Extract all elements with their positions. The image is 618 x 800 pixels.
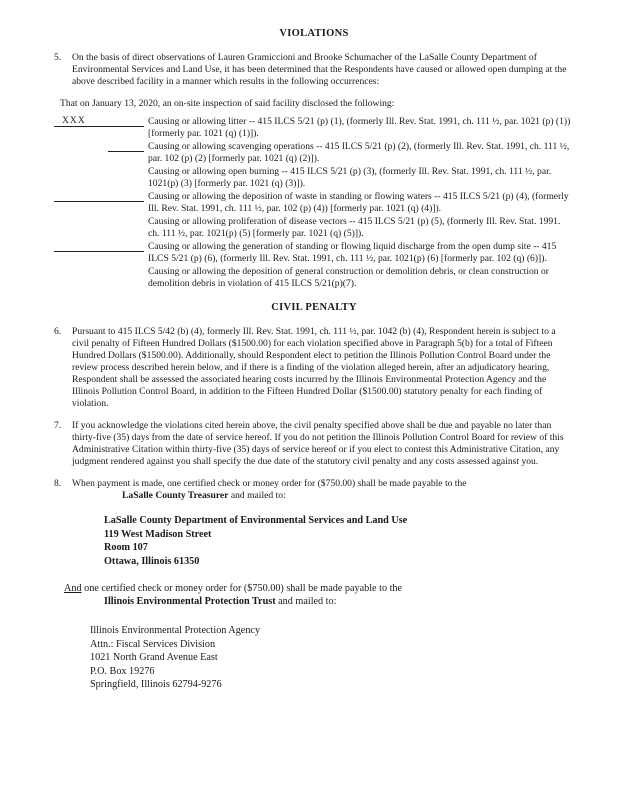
paragraph-8-suffix: and mailed to: (228, 490, 286, 501)
lasalle-mailing-address (104, 514, 574, 568)
address-line: 119 West Madison Street (104, 528, 212, 540)
address-line: Room 107 (104, 542, 148, 553)
iepa-mailing-address (90, 624, 574, 692)
violation-item-waters (54, 191, 574, 215)
iepa-text-pre: one certified check or money order for ($750.00) shall be made payable to the (81, 583, 403, 594)
address-line: LaSalle County Department of Environmental Services and Land Use (104, 515, 408, 526)
violation-item-text: Causing or allowing the deposition of waste in standing or flowing waters -- 415 ILCS 5/21 (p) (4), (formerly Ill. Rev. Stat. 1991, ch. 111 ½, par. 102 (p) (4)) [formerly par. 1021 (q) (4)]). (148, 191, 569, 214)
violation-item-construction-debris (54, 266, 574, 290)
violation-check-blank[interactable] (54, 191, 146, 215)
paragraph-7-text: If you acknowledge the violations cited herein above, the civil penalty specified above shall be due and payable no later than thirty-five (35) days from the date of service hereof. If you do not petition the Illinois Pollution Control Board for review of this Administrative Citation within thirty-five (35) days of service hereof or if you elect to contest this Administrative Citation, any judgment rendered against you shall specify the due date of the statutory civil penalty and any costs assessed against you. (72, 420, 564, 467)
violation-item-text: Causing or allowing proliferation of disease vectors -- 415 ILCS 5/21 (p) (5), (formerly Ill. Rev. Stat. 1991. ch. 111 ½, par. 1021(p) (5) [formerly par. 1021 (q) (5)]). (148, 216, 561, 239)
violation-check-blank[interactable] (54, 216, 146, 240)
violation-item-litter (54, 116, 574, 140)
violation-item-open-burning (54, 166, 574, 190)
address-line: Attn.: Fiscal Services Division (90, 638, 216, 650)
paragraph-6-number: 6. (54, 326, 62, 337)
violation-check-blank[interactable] (54, 141, 146, 165)
address-line: 1021 North Grand Avenue East (90, 652, 218, 663)
paragraph-6 (54, 326, 574, 410)
paragraph-8 (54, 478, 574, 502)
address-line: P.O. Box 19276 (90, 665, 155, 677)
violation-item-liquid-discharge (54, 241, 574, 265)
paragraph-5-number: 5. (54, 52, 62, 63)
address-line: Illinois Environmental Protection Agency (90, 625, 261, 636)
violation-check-blank[interactable] (54, 166, 146, 190)
iepa-trust-payee: Illinois Environmental Protection Trust (104, 596, 276, 607)
and-word: And (64, 583, 82, 594)
paragraph-8-text (72, 478, 574, 502)
inspection-statement: That on January 13, 2020, an on-site inspection of said facility disclosed the following: (60, 98, 395, 109)
iepa-payment-statement (64, 582, 574, 608)
violation-item-text: Causing or allowing the generation of standing or flowing liquid discharge from the open dump site -- 415 ILCS 5/21 (p) (6), (formerly Ill. Rev. Stat. 1991, ch. 111 ½, par. 1021(p) (6) [formerly par. 102 (q) (6)]). (148, 241, 557, 264)
paragraph-5 (54, 52, 574, 88)
paragraph-6-text: Pursuant to 415 ILCS 5/42 (b) (4), formerly Ill. Rev. Stat. 1991, ch. 111 ½, par. 1042 (b) (4), Respondent herein is subject to a civil penalty of Fifteen Hundred Dollars ($1500.00) for each violation specified above in Paragraph 5(b) for a total of Fifteen Hundred Dollars ($1500.00). Additionally, should Respondent elect to petition the Illinois Pollution Control Board under the review process described herein below, and if there is a finding of the violation alleged herein, after an adjudicatory hearing, Respondent shall be assessed the associated hearing costs incurred by the Illinois Environmental Protection Agency and the Illinois Pollution Control Board, in addition to the Fifteen Hundred Dollar ($1500.00) statutory penalty for each finding of violation. (72, 326, 556, 409)
paragraph-7 (54, 420, 574, 468)
address-line: Ottawa, Illinois 61350 (104, 555, 200, 567)
violation-item-text: Causing or allowing scavenging operations -- 415 ILCS 5/21 (p) (2), (formerly Ill. Rev. Stat. 1991, ch. 111 ½, par. 102 (p) (2) [formerly par. 1021 (q) (2)]). (148, 141, 570, 164)
violation-item-scavenging (54, 141, 574, 165)
violation-mark: XXX (62, 115, 86, 126)
violation-check-blank[interactable] (54, 116, 146, 140)
iepa-text-post: and mailed to: (275, 596, 337, 607)
address-line: Springfield, Illinois 62794-9276 (90, 679, 222, 690)
civil-penalty-heading: CIVIL PENALTY (271, 302, 357, 313)
violation-item-disease-vectors (54, 216, 574, 240)
violation-item-text: Causing or allowing the deposition of general construction or demolition debris, or clean construction or demolition debris in violation of 415 ILCS 5/21(p)(7). (148, 266, 549, 289)
paragraph-5-text: On the basis of direct observations of Lauren Gramiccioni and Brooke Schumacher of the LaSalle County Department of Environmental Services and Land Use, it has been determined that the Respondents have caused or allowed open dumping at the above described facility in a manner which results in the following occurrences: (72, 52, 567, 87)
paragraph-7-number: 7. (54, 420, 62, 431)
lasalle-treasurer-payee: LaSalle County Treasurer (122, 490, 229, 501)
violation-check-blank[interactable] (54, 241, 146, 265)
paragraph-8-number: 8. (54, 478, 62, 489)
violation-list (54, 116, 574, 290)
violation-item-text: Causing or allowing open burning -- 415 ILCS 5/21 (p) (3), (formerly Ill. Rev. Stat. 1991, ch. 111 ½, par. 1021(p) (3) [formerly par. 1021 (q) (3)]). (148, 166, 552, 189)
paragraph-8-lead: When payment is made, one certified check or money order for ($750.00) shall be made payable to the (72, 478, 467, 489)
violations-heading: VIOLATIONS (279, 28, 349, 39)
violation-check-blank[interactable] (54, 266, 146, 290)
violation-item-text: Causing or allowing litter -- 415 ILCS 5/21 (p) (1), (formerly Ill. Rev. Stat. 1991, ch. 111 ½, par. 1021 (p) (1)) [formerly par. 1021 (q) (1)]). (148, 116, 571, 139)
